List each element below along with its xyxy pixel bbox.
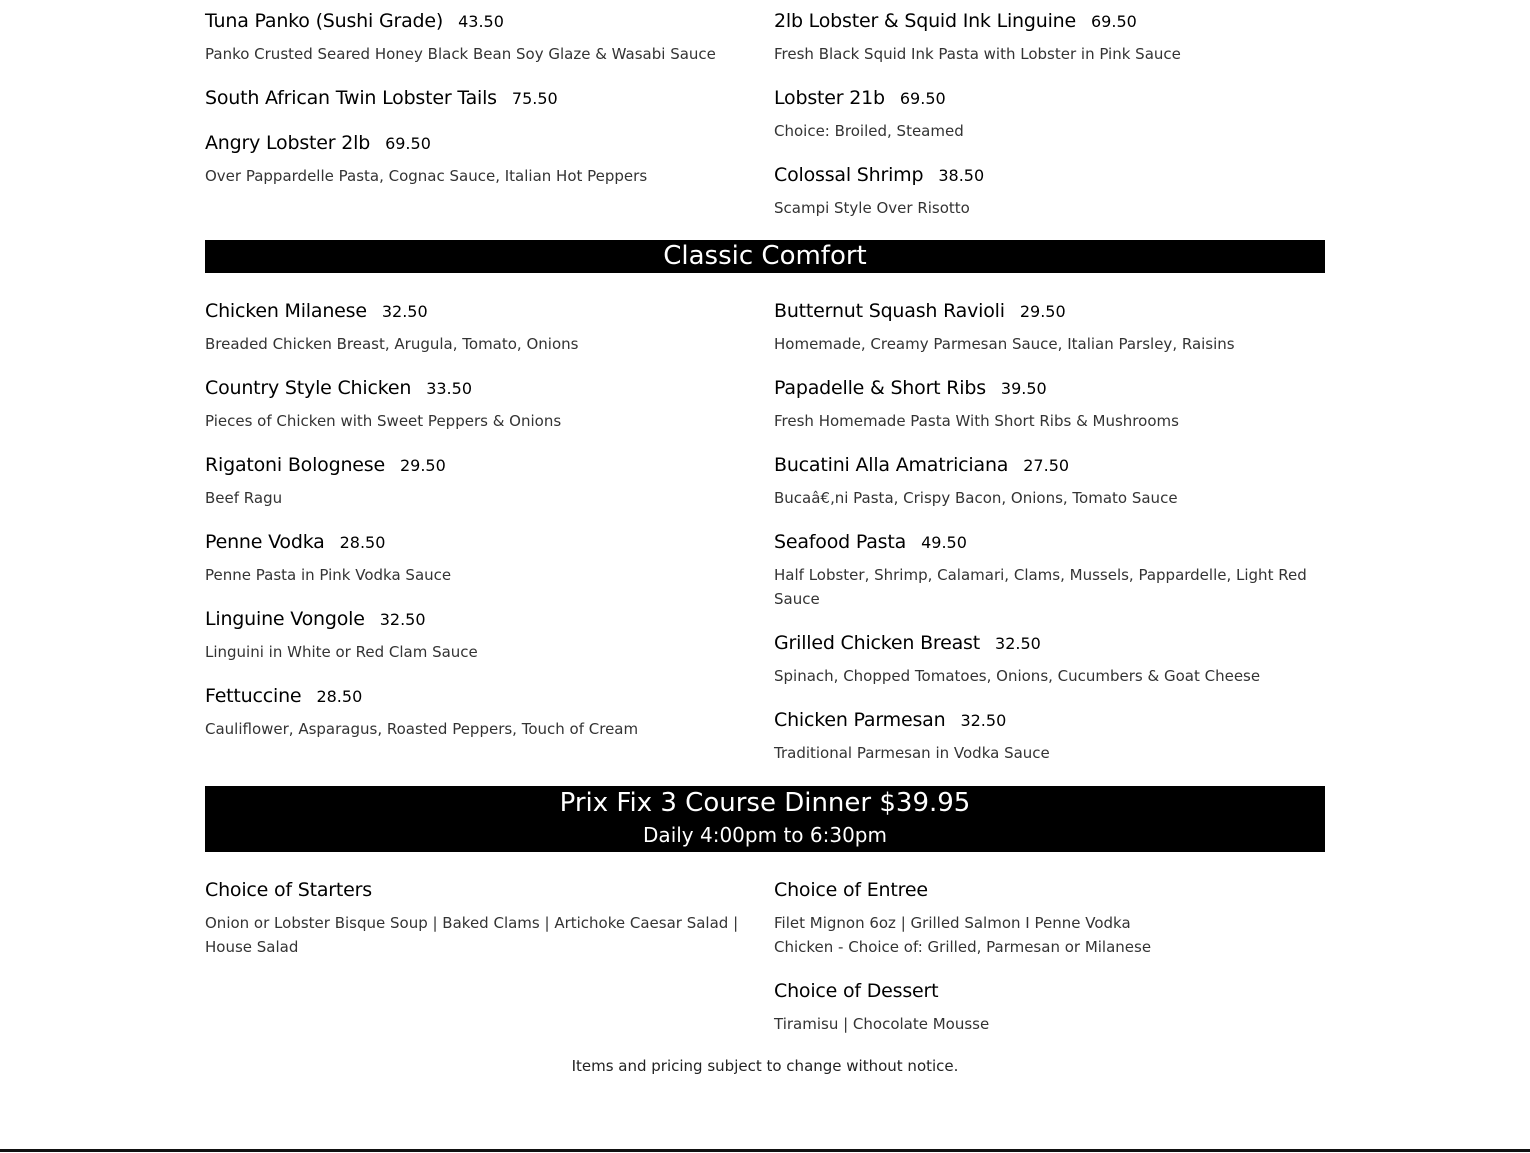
- item-description: Fresh Black Squid Ink Pasta with Lobster in Pink Sauce: [774, 45, 1181, 63]
- item-description: Tiramisu | Chocolate Mousse: [774, 1015, 990, 1033]
- item-price: 28.50: [316, 687, 363, 706]
- prix-grid: [205, 879, 1325, 1036]
- menu-item: [205, 608, 754, 664]
- item-description: Traditional Parmesan in Vodka Sauce: [774, 744, 1050, 762]
- item-name: Seafood Pasta: [774, 531, 907, 553]
- menu-item: [774, 300, 1325, 356]
- menu-item: [774, 377, 1325, 433]
- menu-item: [774, 164, 1325, 220]
- item-price: 69.50: [1091, 12, 1137, 31]
- prix-right-column: [774, 879, 1325, 1036]
- item-name: Choice of Dessert: [774, 980, 939, 1002]
- classic-left-column: [205, 300, 774, 765]
- menu-item: [205, 132, 754, 188]
- item-price: 29.50: [1019, 302, 1066, 321]
- menu-item: [205, 879, 754, 959]
- item-description: Spinach, Chopped Tomatoes, Onions, Cucumbers & Goat Cheese: [774, 667, 1261, 685]
- item-name: Country Style Chicken: [205, 377, 412, 399]
- menu-item: [205, 531, 754, 587]
- menu-item: [774, 87, 1325, 143]
- item-description: Bucaâ€‚ni Pasta, Crispy Bacon, Onions, Tomato Sauce: [774, 489, 1178, 507]
- item-description: Fresh Homemade Pasta With Short Ribs & Mushrooms: [774, 412, 1179, 430]
- item-name: South African Twin Lobster Tails: [205, 87, 497, 109]
- item-price: 32.50: [995, 634, 1041, 653]
- item-description: Pieces of Chicken with Sweet Peppers & Onions: [205, 412, 562, 430]
- menu-item: [774, 454, 1325, 510]
- section-heading-classic-comfort: Classic Comfort: [205, 240, 1325, 273]
- item-price: 28.50: [339, 533, 386, 552]
- item-description: Half Lobster, Shrimp, Calamari, Clams, Mussels, Pappardelle, Light Red Sauce: [774, 566, 1307, 608]
- menu-item: [774, 632, 1325, 688]
- item-price: 69.50: [899, 89, 946, 108]
- item-name: Grilled Chicken Breast: [774, 632, 981, 654]
- item-price: 43.50: [458, 12, 504, 31]
- item-price: 32.50: [381, 302, 428, 321]
- item-price: 39.50: [1000, 379, 1047, 398]
- seafood-right-column: [774, 10, 1325, 220]
- item-description: Beef Ragu: [205, 489, 283, 507]
- classic-right-column: [774, 300, 1325, 765]
- item-name: Penne Vodka: [205, 531, 325, 553]
- item-price: 75.50: [511, 89, 558, 108]
- menu-item: [774, 709, 1325, 765]
- item-name: Lobster 21b: [774, 87, 885, 109]
- prix-fixe-hours: Daily 4:00pm to 6:30pm: [643, 823, 887, 847]
- item-price: 32.50: [379, 610, 426, 629]
- item-name: Colossal Shrimp: [774, 164, 924, 186]
- menu-item: [205, 300, 754, 356]
- item-name: Tuna Panko (Sushi Grade): [205, 10, 444, 32]
- item-name: Choice of Starters: [205, 879, 372, 901]
- seafood-grid: [205, 0, 1325, 220]
- entree-line-2: Chicken - Choice of: Grilled, Parmesan or Milanese: [774, 938, 1152, 956]
- menu-item: [774, 879, 1325, 959]
- disclaimer: Items and pricing subject to change without notice.: [571, 1057, 959, 1075]
- item-description: Over Pappardelle Pasta, Cognac Sauce, Italian Hot Peppers: [205, 167, 648, 185]
- item-price: 49.50: [921, 533, 967, 552]
- menu-item: [205, 454, 754, 510]
- item-price: 29.50: [399, 456, 446, 475]
- entree-line-1: Filet Mignon 6oz | Grilled Salmon I Penne Vodka: [774, 914, 1131, 932]
- menu-item: [774, 980, 1325, 1036]
- item-description: Cauliflower, Asparagus, Roasted Peppers, Touch of Cream: [205, 720, 639, 738]
- item-name: Butternut Squash Ravioli: [774, 300, 1005, 322]
- item-description: [774, 911, 1325, 959]
- item-name: Bucatini Alla Amatriciana: [774, 454, 1009, 476]
- item-name: Choice of Entree: [774, 879, 928, 901]
- item-name: Linguine Vongole: [205, 608, 365, 630]
- item-name: Fettuccine: [205, 685, 302, 707]
- menu-item: [205, 377, 754, 433]
- menu-item: [774, 531, 1325, 611]
- item-description: Scampi Style Over Risotto: [774, 199, 970, 217]
- item-price: 69.50: [385, 134, 431, 153]
- item-name: 2lb Lobster & Squid Ink Linguine: [774, 10, 1076, 32]
- item-description: Choice: Broiled, Steamed: [774, 122, 964, 140]
- item-description: Linguini in White or Red Clam Sauce: [205, 643, 478, 661]
- item-name: Chicken Parmesan: [774, 709, 946, 731]
- menu-item: [774, 10, 1325, 66]
- item-description: Onion or Lobster Bisque Soup | Baked Clams | Artichoke Caesar Salad | House Salad: [205, 914, 739, 956]
- bottom-divider: [0, 1149, 1530, 1152]
- menu-item: [205, 87, 754, 109]
- prix-left-column: [205, 879, 774, 1036]
- item-description: Breaded Chicken Breast, Arugula, Tomato, Onions: [205, 335, 579, 353]
- item-name: Rigatoni Bolognese: [205, 454, 385, 476]
- menu-item: [205, 10, 754, 66]
- item-name: Papadelle & Short Ribs: [774, 377, 986, 399]
- item-name: Chicken Milanese: [205, 300, 367, 322]
- item-description: Homemade, Creamy Parmesan Sauce, Italian Parsley, Raisins: [774, 335, 1235, 353]
- menu-item: [205, 685, 754, 741]
- item-description: Panko Crusted Seared Honey Black Bean Soy Glaze & Wasabi Sauce: [205, 45, 716, 63]
- item-price: 38.50: [938, 166, 985, 185]
- prix-fixe-title: Prix Fix 3 Course Dinner $39.95: [559, 788, 971, 818]
- item-price: 33.50: [426, 379, 472, 398]
- item-price: 27.50: [1023, 456, 1070, 475]
- item-description: Penne Pasta in Pink Vodka Sauce: [205, 566, 452, 584]
- item-name: Angry Lobster 2lb: [205, 132, 371, 154]
- classic-grid: [205, 300, 1325, 765]
- menu-content: [205, 0, 1325, 1076]
- item-price: 32.50: [960, 711, 1007, 730]
- section-heading-prix-fixe: [205, 786, 1325, 852]
- seafood-left-column: [205, 10, 774, 220]
